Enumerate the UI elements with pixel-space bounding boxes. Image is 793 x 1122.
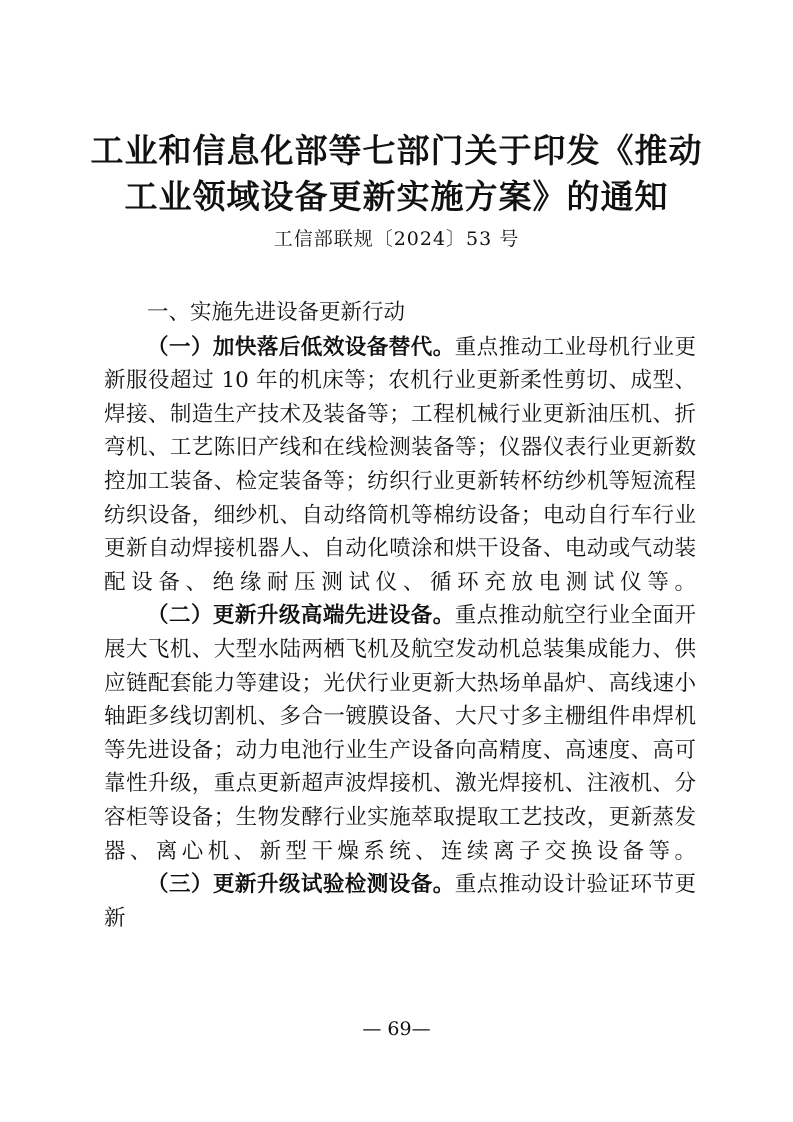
document-title: 工业和信息化部等七部门关于印发《推动工业领域设备更新实施方案》的通知 [90,131,703,216]
section-heading: 一、实施先进设备更新行动 [147,300,406,325]
document-body [104,296,696,935]
paragraph-2-lead: （二）更新升级高端先进设备。 [147,603,455,629]
paragraph-3-lead: （三）更新升级试验检测设备。 [147,872,455,898]
paragraph-1 [104,331,696,600]
paragraph-1-lead: （一）加快落后低效设备替代。 [147,334,455,360]
page-number: — 69— [362,1018,431,1040]
paragraph-2 [104,599,696,868]
paragraph-1-text: 重点推动工业母机行业更新服役超过 10 年的机床等；农机行业更新柔性剪切、成型、焊接、制造生产技术及装备等；工程机械行业更新油压机、折弯机、工艺陈旧产线和在线检测装备等；仪器仪表行业更新数控加工装备、检定装备等；纺织行业更新转杯纺纱机等短流程纺织设备，细纱机、自动络筒机等棉纺设备；电动自行车行业更新自动焊接机器人、自动化喷涂和烘干设备、电动或气动装配设备、绝缘耐压测试仪、循环充放电测试仪等。 [104,334,696,595]
paragraph-2-text: 重点推动航空行业全面开展大飞机、大型水陆两栖飞机及航空发动机总装集成能力、供应链配套能力等建设；光伏行业更新大热场单晶炉、高线速小轴距多线切割机、多合一镀膜设备、大尺寸多主栅组件串焊机等先进设备；动力电池行业生产设备向高精度、高速度、高可靠性升级，重点更新超声波焊接机、激光焊接机、注液机、分容柜等设备；生物发酵行业实施萃取提取工艺技改，更新蒸发器、离心机、新型干燥系统、连续离子交换设备等。 [104,603,696,864]
paragraph-3-text: 重点推动设计验证环节更新 [104,872,696,931]
paragraph-3 [104,868,696,935]
document-number: 工信部联规〔2024〕53 号 [273,228,520,250]
